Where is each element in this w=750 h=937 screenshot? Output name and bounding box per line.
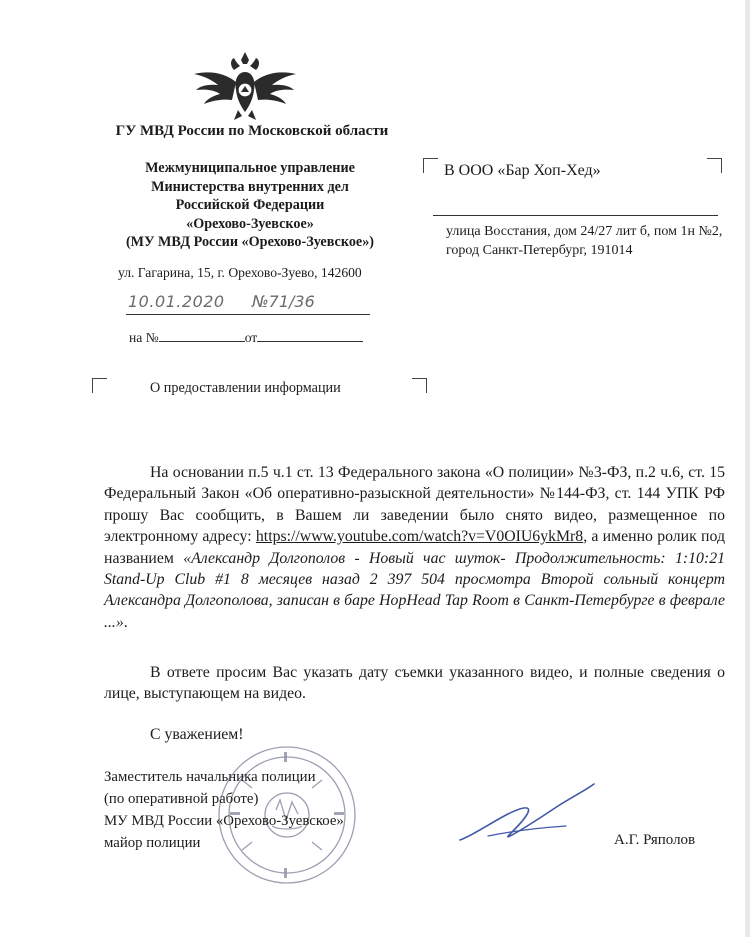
- organization-subtitle: [100, 159, 400, 252]
- subject-line: О предоставлении информации: [150, 380, 341, 396]
- recipient-divider: [433, 215, 718, 216]
- p1-end: .: [123, 613, 128, 631]
- page-edge: [745, 0, 750, 937]
- body-paragraph-2: [104, 662, 725, 705]
- corner-mark: [707, 158, 722, 173]
- org-line: Российской Федерации: [175, 197, 325, 214]
- p1-mid: , а именно ролик под названием: [104, 528, 725, 567]
- number-value: 71/36: [268, 292, 315, 311]
- org-line: «Орехово-Зуевское»: [186, 215, 314, 232]
- org-line: (МУ МВД России «Орехово-Зуевское»): [125, 234, 375, 251]
- recipient-name: В ООО «Бар Хоп-Хед»: [444, 162, 601, 179]
- organization-address: ул. Гагарина, 15, г. Орехово-Зуево, 142600: [118, 265, 362, 280]
- handwritten-date: 10.01.2020: [128, 292, 225, 311]
- handwritten-number: [252, 292, 315, 311]
- video-title-quote: «Александр Долгополов - Новый час шуток- Продолжительность: 1:10:21 Stand-Up Club #1 8 месяцев назад 2 397 504 просмотра Второй сольный концерт Александра Долгополова, записан в баре HopHead Tap Room в Санкт-Петербурге в феврале ...»: [104, 549, 726, 631]
- signer-name: А.Г. Ряполов: [614, 832, 696, 848]
- ref-blank: [257, 329, 363, 342]
- org-line: Межмуниципальное управление: [145, 160, 355, 176]
- signature-line: (по оперативной работе): [104, 791, 259, 807]
- number-sign: №: [252, 292, 269, 311]
- double-headed-eagle-emblem-icon: [190, 50, 300, 122]
- closing-greeting: С уважением!: [150, 726, 244, 743]
- signature-line: Заместитель начальника полиции: [104, 769, 316, 785]
- corner-mark: [412, 378, 427, 393]
- body-paragraph-1: [104, 462, 725, 633]
- video-link[interactable]: https://www.youtube.com/watch?v=V0OIU6ykMr8: [255, 528, 584, 546]
- recipient-address: улица Восстания, дом 24/27 лит б, пом 1н №2, город Санкт-Петербург, 191014: [446, 224, 723, 258]
- corner-mark: [423, 158, 438, 173]
- p2-text: В ответе просим Вас указать дату съемки указанного видео, и полные сведения о лице, выступающем на видео.: [104, 664, 725, 703]
- reference-line: [129, 329, 363, 346]
- handwritten-signature-icon: [448, 778, 598, 858]
- signature-block: [104, 766, 344, 854]
- org-line: Министерства внутренних дел: [151, 178, 349, 195]
- signature-line: майор полиции: [104, 835, 201, 851]
- corner-mark: [92, 378, 107, 393]
- ref-blank: [159, 329, 245, 342]
- organization-title: ГУ МВД России по Московской области: [115, 123, 389, 139]
- p1-start: На основании п.5 ч.1 ст. 13 Федерального закона «О полиции» №3-ФЗ, п.2 ч.6, ст. 15 Федеральный Закон «Об оперативно-разыскной деятельности» №144-ФЗ, ст. 144 УПК РФ прошу Вас сообщить, в Вашем ли заведении было снято видео, размещенное по электронному адресу:: [104, 464, 725, 546]
- signature-line: МУ МВД России «Орехово-Зуевское»: [104, 813, 344, 829]
- ref-prefix: на №: [129, 330, 159, 345]
- ref-middle: от: [244, 330, 258, 345]
